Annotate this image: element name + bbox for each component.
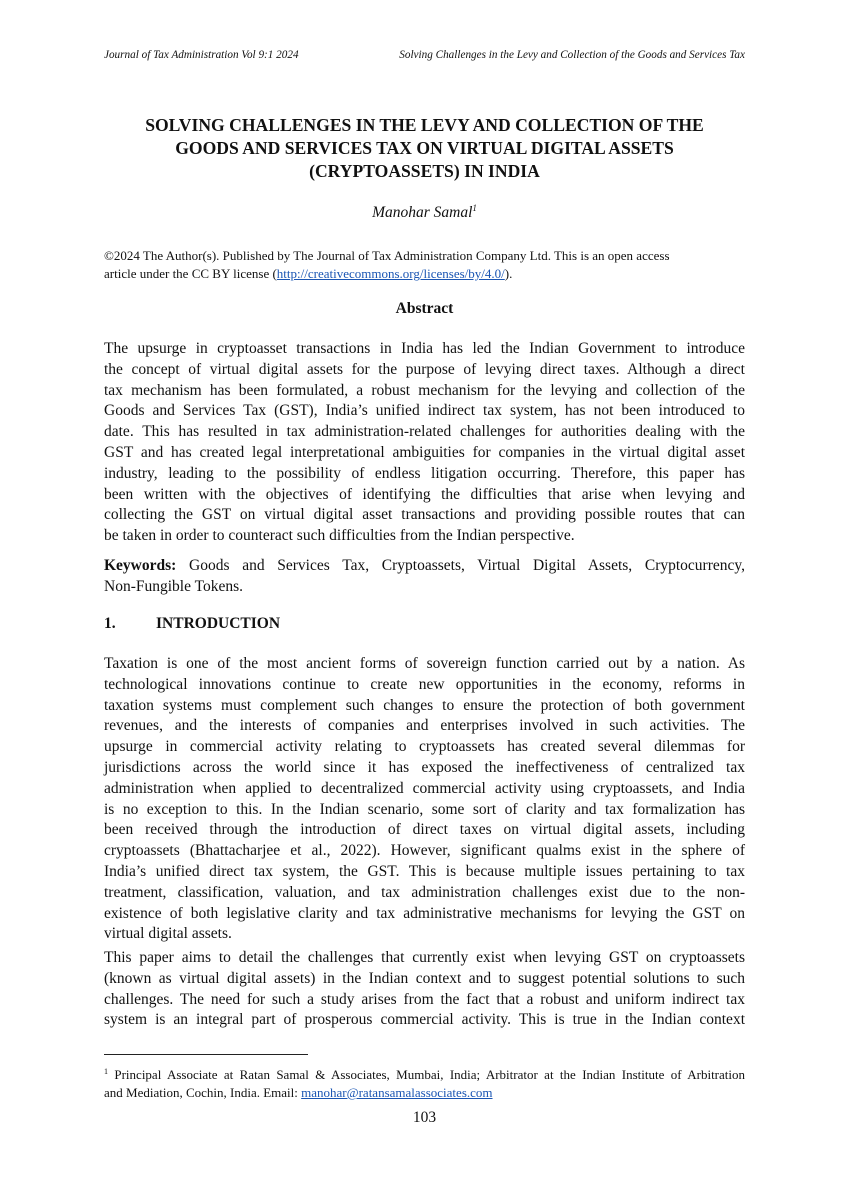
title-line: GOODS AND SERVICES TAX ON VIRTUAL DIGITAL ASSETS [175, 138, 674, 158]
author-email-link[interactable]: manohar@ratansamalassociates.com [301, 1085, 493, 1100]
paragraph-line: cryptoassets (Bhattacharjee et al., 2022). However, significant qualms exist in the sphere of [104, 842, 745, 860]
introduction-paragraph [104, 654, 745, 945]
abstract-line: GST and has created legal interpretational ambiguities for companies in the virtual digital asset [104, 443, 745, 461]
footnote-line: and Mediation, Cochin, India. Email: manohar@ratansamalassociates.com [104, 1085, 493, 1100]
paragraph-line: existence of both legislative clarity and tax administrative mechanisms for levying the GST on [104, 904, 745, 922]
footnote-divider [104, 1054, 308, 1055]
author-footnote-mark[interactable]: 1 [472, 203, 477, 213]
abstract-line: the concept of virtual digital assets for the purpose of levying direct taxes. Although a direct [104, 360, 745, 378]
article-title [104, 114, 745, 183]
keywords [104, 556, 745, 598]
introduction-paragraph [104, 948, 745, 1031]
paragraph-line: revenues, and the interests of companies and enterprises involved in such activities. The [104, 717, 745, 735]
section-heading-introduction [104, 615, 280, 633]
author-line [104, 203, 745, 222]
author-name: Manohar Samal [372, 204, 473, 221]
paragraph-line: challenges. The need for such a study arises from the fact that a robust and uniform indirect tax [104, 990, 745, 1008]
paragraph-line: taxation systems must complement such changes to ensure the protection of both government [104, 696, 745, 714]
paragraph-line: system is an integral part of prosperous commercial activity. This is true in the Indian context [104, 1011, 745, 1029]
paragraph-line: virtual digital assets. [104, 925, 232, 943]
section-number: 1. [104, 615, 116, 632]
paragraph-line: is no exception to this. In the Indian scenario, some sort of clarity and tax formalization has [104, 800, 745, 818]
page-number: 103 [412, 1109, 437, 1126]
title-line: (CRYPTOASSETS) IN INDIA [309, 161, 540, 181]
paragraph-line: jurisdictions across the world since it has exposed the ineffectiveness of centralized tax [104, 758, 745, 776]
paragraph-line: This paper aims to detail the challenges that currently exist when levying GST on cryptoassets [104, 949, 745, 966]
footnote-mark: 1 [104, 1067, 108, 1076]
abstract-line: date. This has resulted in tax administration-related challenges for authorities dealing with the [104, 423, 745, 441]
running-head [104, 49, 745, 65]
abstract-line: collecting the GST on virtual digital asset transactions and providing possible routes that can [104, 506, 745, 524]
copyright-notice [104, 247, 745, 283]
keywords-line: Keywords: Goods and Services Tax, Cryptoassets, Virtual Digital Assets, Cryptocurrency, [104, 557, 746, 574]
footnote [104, 1063, 745, 1102]
keywords-line: Non-Fungible Tokens. [104, 577, 243, 595]
paragraph-line: treatment, classification, valuation, and tax administration challenges exist due to the non- [104, 883, 745, 901]
running-head-article-title: Solving Challenges in the Levy and Collection of the Goods and Services Tax [399, 49, 745, 61]
abstract-line: The upsurge in cryptoasset transactions in India has led the Indian Government to introduce [104, 340, 745, 357]
paragraph-line: administration when applied to decentralized commercial activity using cryptoassets, and India [104, 779, 745, 797]
paragraph-line: technological innovations continue to create new opportunities in the economy, reforms in [104, 675, 745, 693]
footnote-line: $^1$ Principal Associate at Ratan Samal & Associates, Mumbai, India; Arbitrator at the Indian Institute of Arbitration [104, 1067, 745, 1082]
paragraph-line: Taxation is one of the most ancient forms of sovereign function carried out by a nation. As [104, 655, 745, 672]
copyright-line: ©2024 The Author(s). Published by The Journal of Tax Administration Company Ltd. This is an open access [104, 248, 670, 263]
paragraph-line: (known as virtual digital assets) in the Indian context and to suggest potential solutions to such [104, 969, 745, 987]
running-head-journal: Journal of Tax Administration Vol 9:1 2024 [104, 49, 299, 61]
title-line: SOLVING CHALLENGES IN THE LEVY AND COLLECTION OF THE [145, 115, 704, 135]
keywords-label: Keywords: [104, 557, 177, 574]
license-link[interactable]: http://creativecommons.org/licenses/by/4.0/ [276, 266, 505, 281]
section-title: INTRODUCTION [156, 615, 281, 632]
abstract-line: tax mechanism has been formulated, a robust mechanism for the levying and collection of the [104, 381, 745, 399]
abstract-line: Goods and Services Tax (GST), India’s unified indirect tax system, has not been introduced to [104, 402, 745, 420]
copyright-line: article under the CC BY license (http://creativecommons.org/licenses/by/4.0/). [104, 266, 513, 281]
paragraph-line: India’s unified direct tax system, the GST. This is because multiple issues pertaining to tax [104, 862, 745, 880]
paragraph-line: upsurge in commercial activity relating to cryptoassets has created several dilemmas for [104, 738, 745, 756]
abstract-line: industry, leading to the possibility of endless litigation occurring. Therefore, this paper has [104, 464, 745, 482]
abstract-line: been written with the objectives of identifying the difficulties that arise when levying and [104, 485, 745, 503]
paragraph-line: been received through the introduction of direct taxes on virtual digital assets, including [104, 821, 745, 839]
abstract-heading: Abstract [395, 300, 454, 317]
abstract-line: be taken in order to counteract such difficulties from the Indian perspective. [104, 527, 575, 545]
abstract-body [104, 339, 745, 547]
